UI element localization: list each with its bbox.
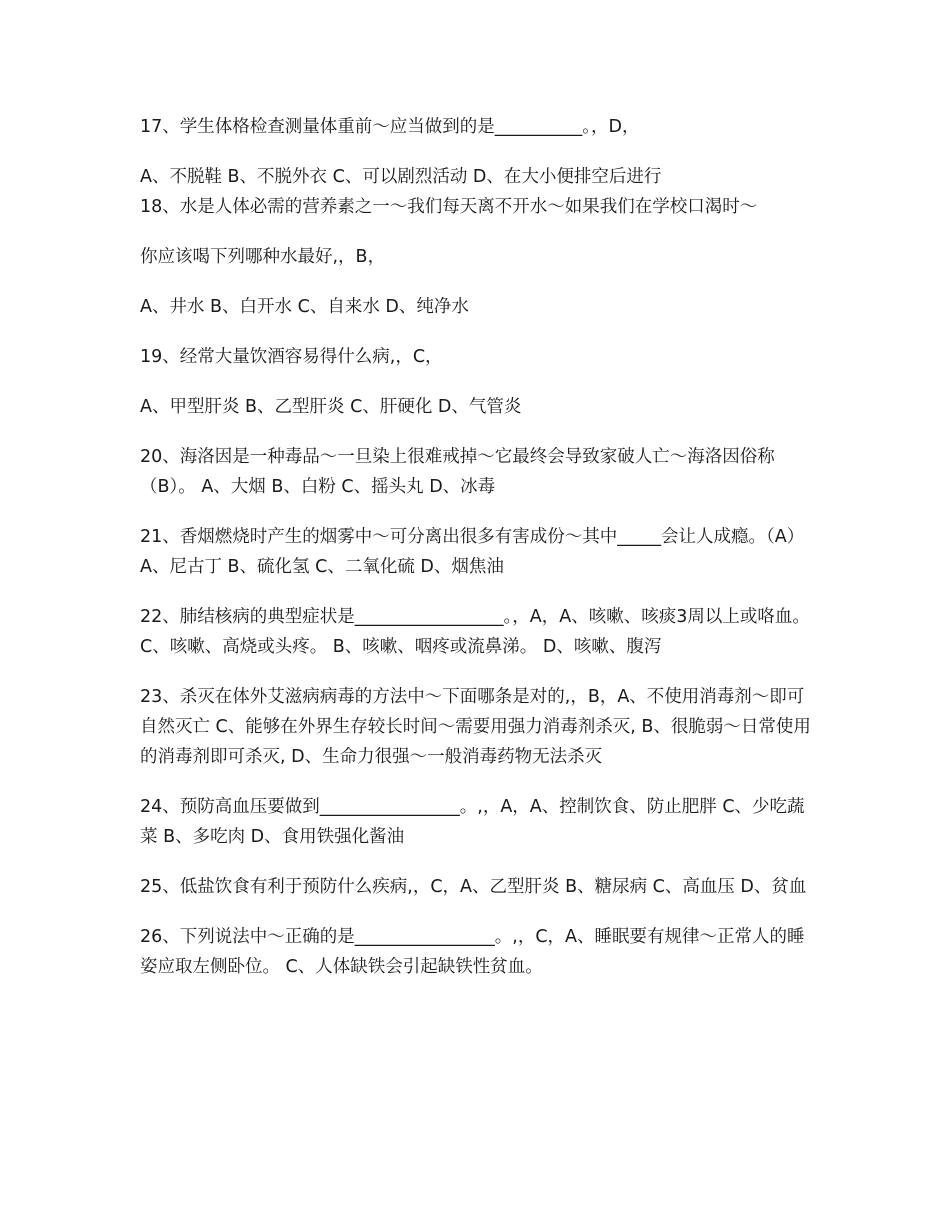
question-18: 18、水是人体必需的营养素之一～我们每天离不开水～如果我们在学校口渴时～	[140, 197, 758, 217]
question-18-continued: 你应该喝下列哪种水最好,，B，	[140, 247, 386, 267]
question-19-options: A、甲型肝炎 B、乙型肝炎 C、肝硬化 D、气管炎	[140, 397, 522, 417]
question-17: 17、学生体格检查测量体重前～应当做到的是__________。，D，	[140, 117, 640, 137]
document-page	[140, 112, 820, 1002]
question-26: 26、下列说法中～正确的是________________。,，C，A、睡眠要有规律～正常人的睡姿应取左侧卧位。 C、人体缺铁会引起缺铁性贫血。	[140, 927, 805, 977]
question-19: 19、经常大量饮酒容易得什么病,，C，	[140, 347, 443, 367]
question-20: 20、海洛因是一种毒品～一旦染上很难戒掉～它最终会导致家破人亡～海洛因俗称（B）。 A、大烟 B、白粉 C、摇头丸 D、冰毒	[140, 447, 775, 497]
question-24: 24、预防高血压要做到________________。,，A，A、控制饮食、防止肥胖 C、少吃蔬菜 B、多吃肉 D、食用铁强化酱油	[140, 797, 805, 847]
question-21: 21、香烟燃烧时产生的烟雾中～可分离出很多有害成份～其中_____会让人成瘾。（A）A、尼古丁 B、硫化氢 C、二氧化硫 D、烟焦油	[140, 527, 805, 577]
question-18-options: A、井水 B、白开水 C、自来水 D、纯净水	[140, 297, 469, 317]
question-17-options: A、不脱鞋 B、不脱外衣 C、可以剧烈活动 D、在大小便排空后进行	[140, 167, 662, 187]
question-25: 25、低盐饮食有利于预防什么疾病,，C，A、乙型肝炎 B、糖尿病 C、高血压 D、贫血	[140, 877, 807, 897]
question-23: 23、杀灭在体外艾滋病病毒的方法中～下面哪条是对的,，B，A、不使用消毒剂～即可自然灭亡 C、能够在外界生存较长时间～需要用强力消毒剂杀灭, B、很脆弱～日常使用的消毒剂即可杀灭, D、生命力很强～一般消毒药物无法杀灭	[140, 687, 811, 767]
question-22: 22、肺结核病的典型症状是_________________。，A，A、咳嗽、咳痰3周以上或咯血。 C、咳嗽、高烧或头疼。 B、咳嗽、咽疼或流鼻涕。 D、咳嗽、腹泻	[140, 607, 810, 657]
